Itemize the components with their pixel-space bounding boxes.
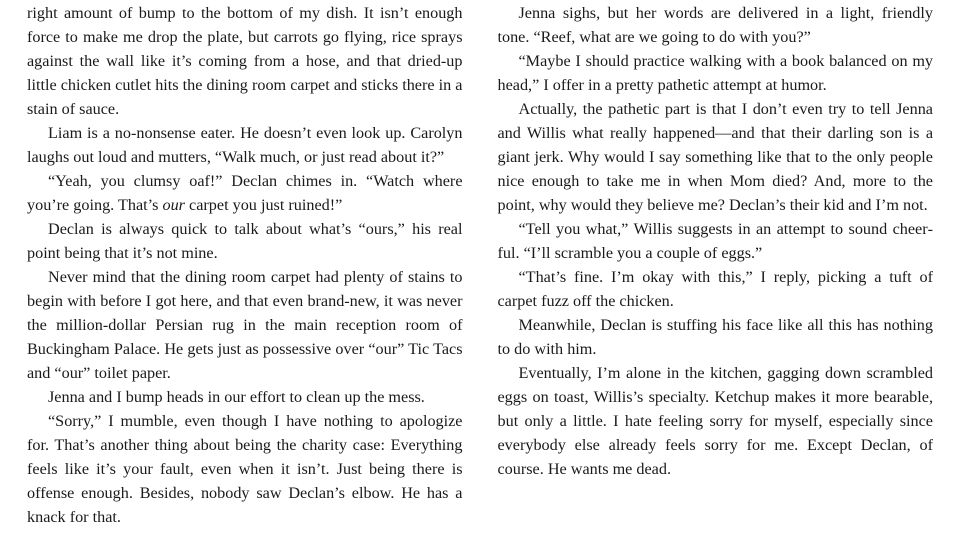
paragraph [27,265,463,385]
paragraph [498,313,934,361]
text-run: Actually, the pathetic part is that I don’t even try to tell Jenna and Willis what really happened—and that their darling son is a giant jerk. Why would I say something like that to the only people nice enough to take me in when Mom died? And, more to the point, why would they believe me? Declan’s their kid and I’m not. [497,100,933,214]
text-run: “Yeah, you clumsy oaf!” Declan chimes in. “Watch where you’re going. That’s [27,172,463,214]
paragraph [27,217,463,265]
text-column-right [498,1,934,536]
text-run: “Tell you what,” Willis suggests in an attempt to sound cheerful. “I’ll scramble you a couple of eggs.” [497,220,933,262]
text-run: Eventually, I’m alone in the kitchen, gagging down scrambled eggs on toast, Willis’s specialty. Ketchup makes it more bearable, but only a little. I hate feeling sorry for myself, especially since everybody else already feels sorry for me. Except Declan, of course. He wants me dead. [497,364,933,478]
paragraph [498,265,934,313]
text-run: Meanwhile, Declan is stuffing his face like all this has nothing to do with him. [497,316,933,358]
text-run: Jenna and I bump heads in our effort to clean up the mess. [48,388,425,406]
paragraph [27,169,463,217]
text-run: carpet you just ruined!” [184,196,343,214]
paragraph [27,385,463,409]
text-run: “Maybe I should practice walking with a book balanced on my head,” I offer in a pretty pathetic attempt at humor. [497,52,933,94]
text-run: Declan is always quick to talk about what’s “ours,” his real point being that it’s not mine. [27,220,463,262]
text-run: Liam is a no-nonsense eater. He doesn’t even look up. Carolyn laughs out loud and mutters, “Walk much, or just read about it?” [27,124,463,166]
text-run: right amount of bump to the bottom of my dish. It isn’t enough force to make me drop the plate, but carrots go flying, rice sprays against the wall like it’s coming from a hose, and that dried-up little chicken cutlet hits the dining room carpet and sticks there in a stain of sauce. [27,4,463,118]
paragraph [27,1,463,121]
paragraph [498,217,934,265]
text-run: Never mind that the dining room carpet had plenty of stains to begin with before I got here, and that even brand-new, it was never the million-dollar Persian rug in the main reception room of Buckingham Palace. He gets just as possessive over “our” Tic Tacs and “our” toilet paper. [27,268,463,382]
paragraph [27,409,463,529]
paragraph [498,1,934,49]
text-column-left [27,1,463,536]
paragraph [498,97,934,217]
paragraph [498,49,934,97]
paragraph [498,361,934,481]
text-run: “That’s fine. I’m okay with this,” I reply, picking a tuft of carpet fuzz off the chicken. [497,268,933,310]
italic-text: our [162,196,185,214]
paragraph [27,121,463,169]
text-run: “Sorry,” I mumble, even though I have nothing to apologize for. That’s another thing about being the charity case: Everything feels like it’s your fault, even when it isn’t. Just being there is offense enough. Besides, nobody saw Declan’s elbow. He has a knack for that. [27,412,463,526]
text-run: Jenna sighs, but her words are delivered in a light, friendly tone. “Reef, what are we going to do with you?” [497,4,933,46]
